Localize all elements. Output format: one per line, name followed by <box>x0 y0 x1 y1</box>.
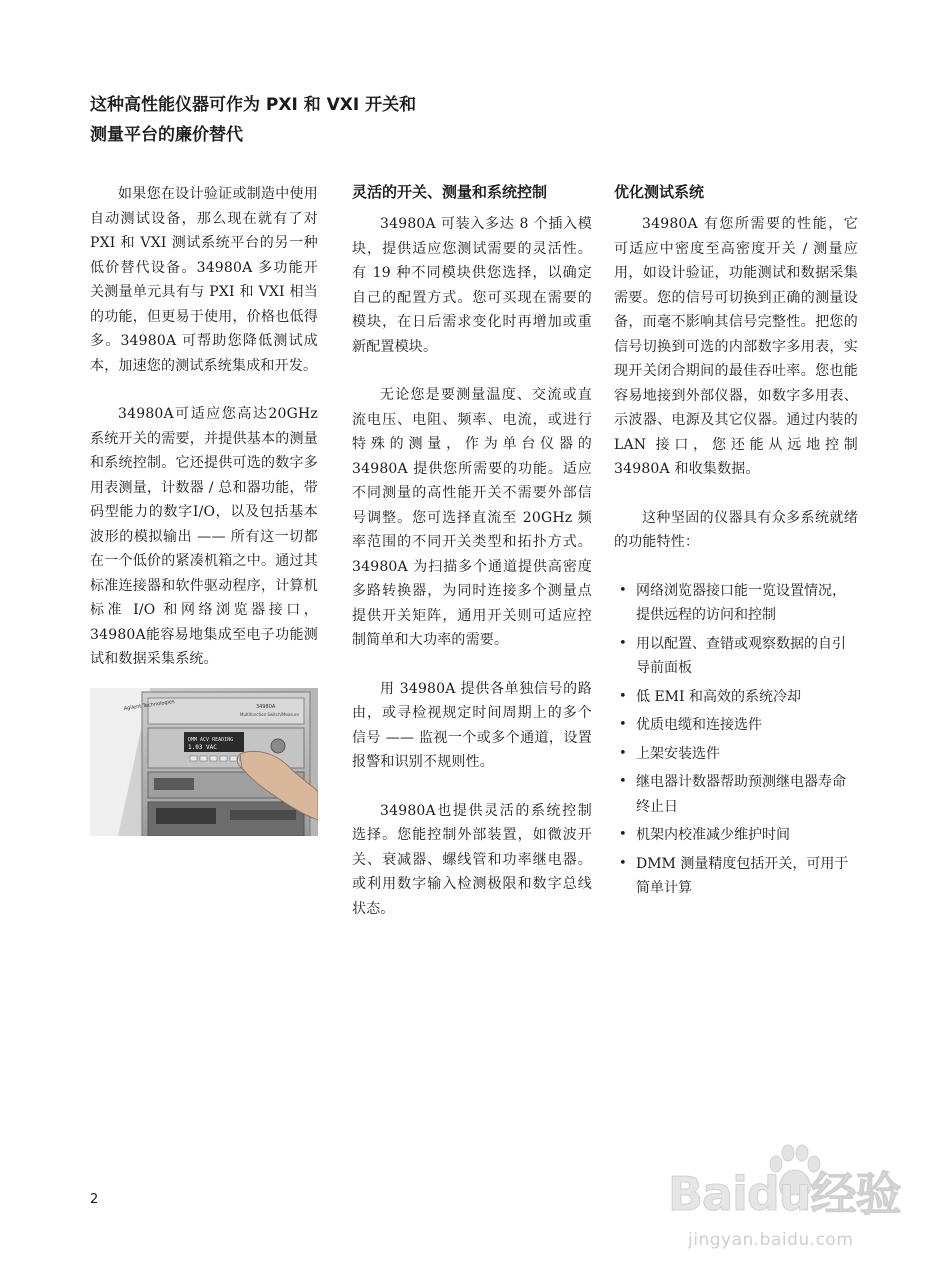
feature-text: 机架内校准减少维护时间 <box>636 827 790 843</box>
section-heading-flexible: 灵活的开关、测量和系统控制 <box>352 183 548 201</box>
bullet-icon: • <box>619 827 627 842</box>
list-item <box>614 579 858 628</box>
bullet-icon: • <box>619 635 627 651</box>
list-item <box>614 823 858 848</box>
list-item <box>614 742 858 767</box>
intro-paragraph-2: 34980A可适应您高达20GHz系统开关的需要，并提供基本的测量和系统控制。它还提供可选的数字多用表测量，计数器 / 总和器功能，带码型能力的数字I/O，以及包括基本波形的模拟输出 —— 所有这一切都在一个低价的紧凑机箱之中。通过其标准连接器和软件驱动程序，计算机标准 I/O 和网络浏览器接口，34980A能容易地集成至电子功能测试和数据采集系统。 <box>90 406 318 667</box>
list-item <box>614 713 858 738</box>
column-flexible-switching <box>352 180 592 945</box>
instrument-photo <box>90 688 318 836</box>
section-heading-optimize: 优化测试系统 <box>614 183 705 201</box>
feature-text: 上架安装选件 <box>636 745 720 762</box>
photo-subtitle: Multifunction Switch/Measure <box>240 712 299 717</box>
column-optimize-system <box>614 180 858 905</box>
flexible-paragraph-3: 用 34980A 提供各单独信号的路由，或寻检视规定时间周期上的多个信号 —— 监视一个或多个通道，设置报警和识别不规则性。 <box>352 680 592 770</box>
page-title <box>90 90 510 150</box>
watermark-brand: Baidu经验 <box>668 1167 901 1221</box>
photo-display-line-2: 1.03 VAC <box>188 744 217 751</box>
feature-text: 低 EMI 和高效的系统冷却 <box>636 688 801 705</box>
page-title-line-1: 这种高性能仪器可作为 PXI 和 VXI 开关和 <box>90 95 417 115</box>
optimize-paragraph-1: 34980A 有您所需要的性能，它可适应中密度至高密度开关 / 测量应用，如设计验证，功能测试和数据采集需要。您的信号可切换到正确的测量设备，而毫不影响其信号完整性。把您的信号切换到可选的内部数字多用表，实现开关闭合期间的最佳吞吐率。您也能容易地接到外部仪器，如数字多用表、示波器、电源及其它仪器。通过内装的 LAN 接口，您还能从远地控制 34980A 和收集数据。 <box>614 216 858 477</box>
feature-text: 用以配置、查错或观察数据的自引导前面板 <box>636 635 846 676</box>
feature-text: DMM 测量精度包括开关，可用于简单计算 <box>636 855 849 896</box>
feature-list <box>614 579 858 901</box>
bullet-icon: • <box>619 745 627 761</box>
watermark-url: jingyan.baidu.com <box>688 1230 854 1250</box>
feature-text: 优质电缆和连接选件 <box>636 717 762 733</box>
bullet-icon: • <box>619 582 627 598</box>
list-item <box>614 770 858 819</box>
baidu-watermark <box>668 1138 918 1268</box>
column-intro <box>90 180 318 696</box>
list-item <box>614 632 858 681</box>
flexible-paragraph-4: 34980A也提供灵活的系统控制选择。您能控制外部装置，如微波开关、衰减器、螺线管和功率继电器。或利用数字输入检测极限和数字总线状态。 <box>352 802 592 917</box>
flexible-paragraph-2: 无论您是要测量温度、交流或直流电压、电阻、频率、电流，或进行特殊的测量，作为单台仪器的 34980A 提供您所需要的功能。适应不同测量的高性能开关不需要外部信号调整。您可选择直流至 20GHz 频率范围的不同开关类型和拓扑方式。34980A 为扫描多个通道提供高密度多路转换器，为同时连接多个测量点提供开关矩阵，通用开关则可适应控制简单和大功率的需要。 <box>352 387 592 648</box>
feature-text: 网络浏览器接口能一览设置情况，提供远程的访问和控制 <box>636 582 846 623</box>
optimize-paragraph-2: 这种坚固的仪器具有众多系统就绪的功能特性： <box>614 509 858 550</box>
feature-text: 继电器计数器帮助预测继电器寿命终止日 <box>636 774 846 815</box>
bullet-icon: • <box>619 774 627 789</box>
photo-model: 34980A <box>256 704 276 710</box>
list-item <box>614 685 858 710</box>
bullet-icon: • <box>619 688 627 704</box>
page-number: 2 <box>90 1192 99 1207</box>
flexible-paragraph-1: 34980A 可装入多达 8 个插入模块，提供适应您测试需要的灵活性。有 19 种不同模块供您选择，以确定自己的配置方式。您可买现在需要的模块，在日后需求变化时再增加或重新配置模块。 <box>352 216 592 355</box>
photo-display-line-1: DMM ACV READING <box>188 737 234 743</box>
photo-brand: Agilent Technologies <box>123 698 176 712</box>
list-item <box>614 852 858 901</box>
page-title-line-2: 测量平台的廉价替代 <box>90 125 243 145</box>
bullet-icon: • <box>619 717 627 732</box>
intro-paragraph-1: 如果您在设计验证或制造中使用自动测试设备，那么现在就有了对 PXI 和 VXI 测试系统平台的另一种低价替代设备。34980A 多功能开关测量单元具有与 PXI 和 VXI 相当的功能，但更易于使用，价格也低得多。34980A 可帮助您降低测试成本，加速您的测试系统集成和开发。 <box>90 186 318 374</box>
bullet-icon: • <box>619 855 627 871</box>
